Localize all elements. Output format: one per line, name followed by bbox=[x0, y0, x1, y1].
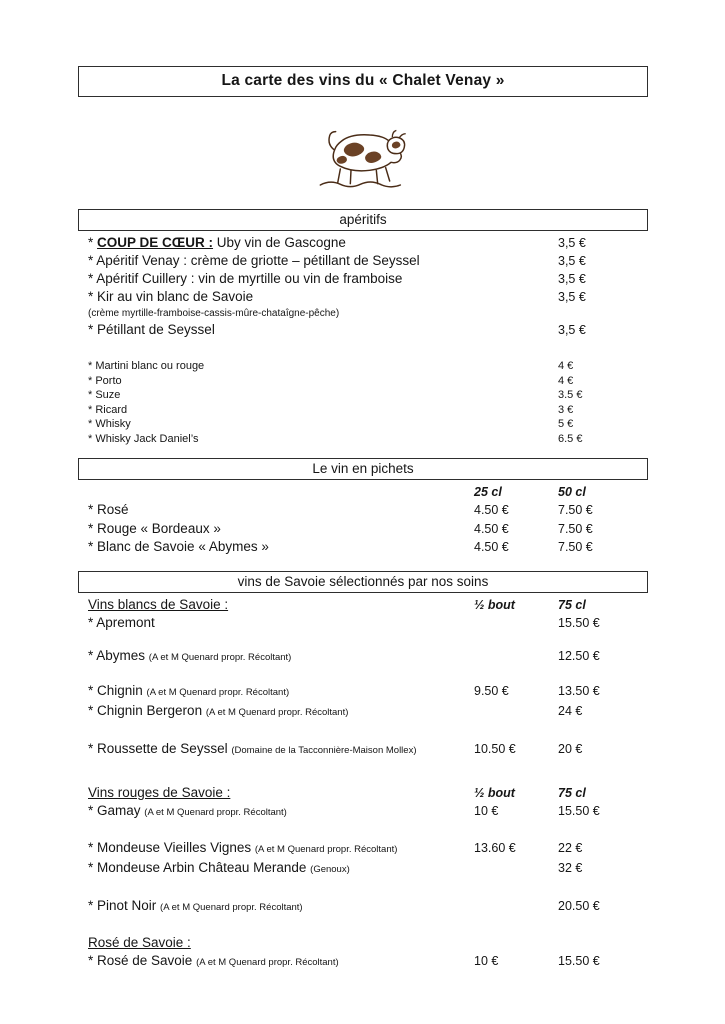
menu-item-row bbox=[78, 374, 648, 389]
price-demi-bouteille: 10 € bbox=[474, 803, 499, 818]
item-name bbox=[88, 234, 558, 252]
wine-producer-note: (A et M Quenard propr. Récoltant) bbox=[205, 706, 349, 718]
wine-name-text: * Rosé de Savoie bbox=[88, 952, 197, 968]
menu-item-row bbox=[78, 288, 648, 306]
wine-name: * Apremont bbox=[88, 614, 155, 630]
item-name: * Whisky bbox=[88, 418, 131, 431]
item-price: 6.5 € bbox=[558, 432, 583, 445]
menu-item-row bbox=[78, 388, 648, 403]
wine-name: * Blanc de Savoie « Abymes » bbox=[88, 539, 269, 555]
coup-de-coeur-label: COUP DE CŒUR : bbox=[97, 235, 214, 250]
section-header-aperitifs bbox=[78, 209, 648, 231]
section-header-savoie-text: vins de Savoie sélectionnés par nos soins bbox=[237, 573, 489, 589]
item-name-prefix: * bbox=[88, 235, 98, 250]
wine-name: * Rouge « Bordeaux » bbox=[88, 520, 221, 536]
price-demi-bouteille: 10 € bbox=[474, 953, 499, 968]
menu-item-row bbox=[78, 270, 648, 288]
price-demi-bouteille: 13.60 € bbox=[474, 840, 516, 855]
item-name: * Pétillant de Seyssel bbox=[88, 322, 215, 337]
wine-row bbox=[78, 859, 648, 879]
item-name: * Apéritif Venay : crème de griotte – pétillant de Seyssel bbox=[88, 253, 420, 268]
wine-name-text: * Gamay bbox=[88, 802, 145, 818]
rouges-header-row bbox=[78, 784, 648, 802]
price-25cl: 4.50 € bbox=[474, 521, 509, 536]
price-75cl: 20.50 € bbox=[558, 898, 600, 913]
pichets-list bbox=[78, 484, 648, 557]
item-name: * Suze bbox=[88, 389, 121, 402]
section-header-savoie bbox=[78, 571, 648, 593]
wine-row bbox=[78, 802, 648, 822]
wine-row bbox=[78, 647, 648, 667]
cow-icon bbox=[315, 125, 411, 191]
wine-row bbox=[78, 839, 648, 859]
wine-producer-note: (A et M Quenard propr. Récoltant) bbox=[144, 806, 287, 818]
column-header-half-bottle: ½ bout bbox=[474, 785, 515, 800]
item-price: 3.5 € bbox=[558, 389, 583, 402]
price-50cl: 7.50 € bbox=[558, 503, 593, 518]
pichets-columns-row bbox=[78, 484, 648, 502]
wine-producer-note: (Genoux) bbox=[310, 863, 350, 875]
subsection-title-rouges: Vins rouges de Savoie : bbox=[88, 784, 231, 800]
column-header-75cl: 75 cl bbox=[558, 785, 586, 800]
page-title bbox=[78, 66, 648, 97]
wine-name bbox=[88, 802, 474, 822]
wine-name bbox=[88, 682, 474, 702]
price-75cl: 24 € bbox=[558, 703, 583, 718]
wine-row bbox=[78, 740, 648, 760]
wine-producer-note: (Domaine de la Tacconnière-Maison Mollex) bbox=[231, 744, 417, 756]
item-price: 3,5 € bbox=[558, 290, 586, 304]
savoie-list bbox=[78, 596, 648, 972]
wine-producer-note: (A et M Quenard propr. Récoltant) bbox=[160, 901, 303, 913]
price-75cl: 15.50 € bbox=[558, 615, 600, 630]
wine-row bbox=[78, 501, 648, 520]
price-25cl: 4.50 € bbox=[474, 540, 509, 555]
item-name: * Martini blanc ou rouge bbox=[88, 360, 205, 372]
subsection-title-blancs: Vins blancs de Savoie : bbox=[88, 596, 229, 612]
wine-row bbox=[78, 520, 648, 539]
aperitifs-list bbox=[78, 234, 648, 447]
column-header-50cl: 50 cl bbox=[558, 484, 586, 499]
price-demi-bouteille: 10.50 € bbox=[474, 741, 516, 756]
item-name: * Ricard bbox=[88, 403, 128, 416]
subsection-title-rose: Rosé de Savoie : bbox=[88, 934, 191, 950]
wine-name bbox=[88, 740, 474, 760]
item-name: * Kir au vin blanc de Savoie bbox=[88, 289, 254, 304]
wine-row bbox=[78, 897, 648, 917]
spirits-list bbox=[78, 359, 648, 447]
wine-name-text: * Mondeuse Vieilles Vignes bbox=[88, 839, 255, 855]
item-price: 4 € bbox=[558, 374, 574, 387]
section-header-aperitifs-text: apéritifs bbox=[339, 212, 387, 227]
item-price: 4 € bbox=[558, 360, 574, 372]
menu-item-row bbox=[78, 321, 648, 339]
page-title-text: La carte des vins du « Chalet Venay » bbox=[221, 72, 505, 89]
cow-illustration bbox=[78, 125, 648, 191]
column-header-75cl: 75 cl bbox=[558, 597, 586, 612]
price-50cl: 7.50 € bbox=[558, 521, 593, 536]
wine-name bbox=[88, 859, 474, 879]
wine-row bbox=[78, 682, 648, 702]
item-price: 3,5 € bbox=[558, 323, 586, 337]
wine-row bbox=[78, 702, 648, 722]
item-price: 3,5 € bbox=[558, 236, 586, 250]
blancs-header-row bbox=[78, 596, 648, 614]
item-price: 3,5 € bbox=[558, 254, 586, 268]
menu-item-note-row bbox=[78, 306, 648, 321]
wine-producer-note: (A et M Quenard propr. Récoltant) bbox=[196, 956, 339, 968]
menu-item-row bbox=[78, 432, 648, 447]
menu-item-row bbox=[78, 252, 648, 270]
price-75cl: 22 € bbox=[558, 840, 583, 855]
price-75cl: 15.50 € bbox=[558, 803, 600, 818]
item-name: * Whisky Jack Daniel’s bbox=[88, 432, 199, 445]
price-75cl: 13.50 € bbox=[558, 683, 600, 698]
wine-name bbox=[88, 702, 474, 722]
column-header-25cl: 25 cl bbox=[474, 484, 502, 499]
price-25cl: 4.50 € bbox=[474, 503, 509, 518]
item-price: 5 € bbox=[558, 418, 574, 431]
wine-row bbox=[78, 952, 648, 972]
wine-name bbox=[88, 952, 474, 972]
wine-name-text: * Mondeuse Arbin Château Merande bbox=[88, 859, 311, 875]
section-header-pichets bbox=[78, 458, 648, 480]
item-price: 3,5 € bbox=[558, 272, 586, 286]
item-name: * Apéritif Cuillery : vin de myrtille ou vin de framboise bbox=[88, 271, 403, 286]
wine-name-text: * Abymes bbox=[88, 647, 149, 663]
price-75cl: 32 € bbox=[558, 860, 583, 875]
wine-name-text: * Roussette de Seyssel bbox=[88, 740, 232, 756]
wine-name-text: * Chignin Bergeron bbox=[88, 702, 206, 718]
menu-item-row bbox=[78, 403, 648, 418]
price-50cl: 7.50 € bbox=[558, 540, 593, 555]
wine-producer-note: (A et M Quenard propr. Récoltant) bbox=[148, 651, 292, 663]
menu-item-row bbox=[78, 417, 648, 432]
item-ingredients-note: (crème myrtille-framboise-cassis-mûre-chataîgne-pêche) bbox=[88, 308, 340, 319]
wine-producer-note: (A et M Quenard propr. Récoltant) bbox=[254, 843, 398, 855]
item-price: 3 € bbox=[558, 403, 574, 416]
price-75cl: 12.50 € bbox=[558, 648, 600, 663]
price-75cl: 20 € bbox=[558, 741, 583, 756]
column-header-half-bottle: ½ bout bbox=[474, 597, 515, 612]
wine-producer-note: (A et M Quenard propr. Récoltant) bbox=[146, 686, 290, 698]
menu-item-row bbox=[78, 234, 648, 252]
wine-name-text: * Pinot Noir bbox=[88, 897, 161, 913]
price-75cl: 15.50 € bbox=[558, 953, 600, 968]
wine-name bbox=[88, 897, 474, 917]
wine-name: * Rosé bbox=[88, 502, 129, 518]
item-name-text: Uby vin de Gascogne bbox=[213, 235, 346, 250]
wine-row bbox=[78, 614, 648, 632]
section-header-pichets-text: Le vin en pichets bbox=[312, 460, 414, 476]
price-demi-bouteille: 9.50 € bbox=[474, 683, 509, 698]
wine-name bbox=[88, 647, 474, 667]
item-name: * Porto bbox=[88, 374, 122, 387]
wine-name bbox=[88, 839, 474, 859]
rose-header-row bbox=[78, 934, 648, 952]
wine-row bbox=[78, 538, 648, 557]
menu-item-row bbox=[78, 359, 648, 374]
wine-name-text: * Chignin bbox=[88, 682, 147, 698]
